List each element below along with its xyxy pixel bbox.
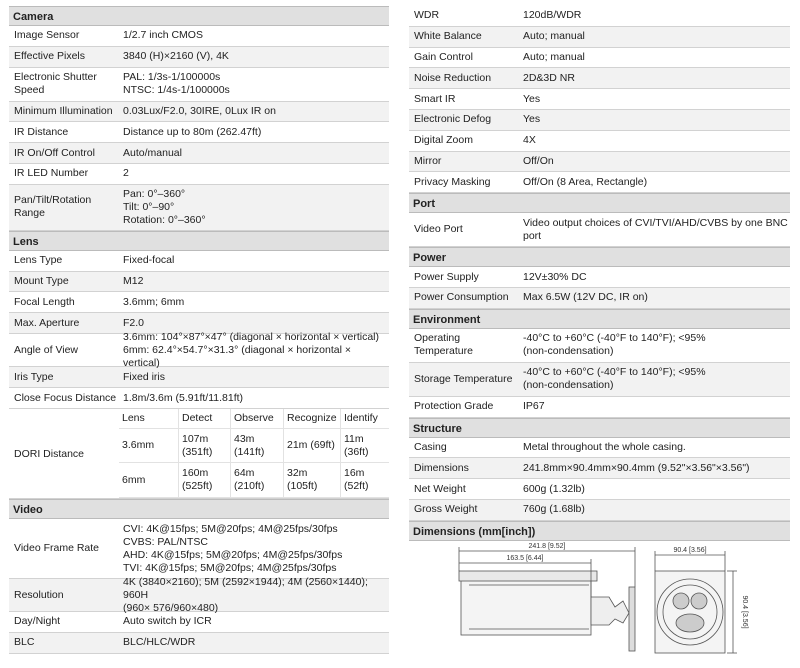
spec-value (519, 213, 790, 246)
spec-label: Day/Night (14, 615, 61, 628)
spec-row-angle-of-view (9, 330, 389, 369)
spec-row-video-port (409, 213, 790, 247)
spec-value-line: Auto/manual (123, 146, 182, 159)
spec-label: White Balance (414, 30, 482, 43)
spec-row-noise-reduction (409, 68, 790, 89)
spec-row-gain-control (409, 48, 790, 69)
camera-dimension-svg (409, 541, 790, 663)
spec-value-line: -40°C to +60°C (-40°F to 140°F); <95% (523, 332, 706, 345)
mount-bracket (591, 597, 629, 625)
spec-value (519, 172, 790, 192)
spec-value-line: Metal throughout the whole casing. (523, 440, 686, 453)
spec-value-line: (960× 576/960×480) (123, 601, 219, 614)
spec-value-line: Auto; manual (523, 50, 585, 63)
spec-value-line: Yes (523, 113, 541, 126)
spec-row-effective-pixels (9, 47, 389, 68)
spec-value (519, 329, 790, 362)
spec-row-white-balance (409, 27, 790, 48)
spec-label: Electronic Shutter Speed (14, 71, 97, 97)
spec-value (119, 272, 389, 292)
lens-rows (9, 251, 389, 409)
spec-value-line: 1/2.7 inch CMOS (123, 29, 203, 42)
dori-cell: 64m (210ft) (230, 463, 283, 498)
spec-value-line: 120dB/WDR (523, 9, 582, 22)
spec-value (119, 519, 389, 578)
spec-value-line: Max 6.5W (12V DC, IR on) (523, 291, 648, 304)
spec-row-gross-weight (409, 500, 790, 521)
spec-row-smart-ir (409, 89, 790, 110)
spec-value-line: NTSC: 1/4s-1/100000s (123, 84, 230, 97)
dori-header-cell: Identify (340, 409, 389, 429)
section-header-port: Port (409, 193, 790, 213)
spec-label: Angle of View (14, 343, 79, 356)
dori-cell: 160m (525ft) (178, 463, 230, 498)
spec-row-iris-type (9, 367, 389, 388)
spec-label: Resolution (14, 588, 64, 601)
spec-label: Operating Temperature (414, 332, 473, 358)
spec-value-line: 4X (523, 134, 536, 147)
spec-value-line: Tilt: 0°–90° (123, 200, 175, 213)
spec-row-day-night (9, 612, 389, 633)
ir-led-icon (691, 593, 707, 609)
spec-value (119, 251, 389, 271)
spec-value-line: 241.8mm×90.4mm×90.4mm (9.52"×3.56"×3.56") (523, 461, 750, 474)
spec-value (519, 288, 790, 308)
spec-label: Storage Temperature (414, 372, 513, 385)
spec-row-close-focus-distance (9, 388, 389, 409)
spec-label: Privacy Masking (414, 175, 491, 188)
spec-value-line: Yes (523, 92, 541, 105)
camera-rows (9, 26, 389, 231)
environment-rows (409, 329, 790, 418)
spec-row-operating-temperature (409, 329, 790, 363)
spec-value-line: 3840 (H)×2160 (V), 4K (123, 50, 229, 63)
spec-value-line: CVI: 4K@15fps; 5M@20fps; 4M@25fps/30fps (123, 522, 338, 535)
spec-row-blc (9, 633, 389, 654)
spec-value-line: TVI: 4K@15fps; 5M@20fps; 4M@25fps/30fps (123, 561, 337, 574)
section-header-environment: Environment (409, 309, 790, 329)
spec-row-ir-on-off-control (9, 143, 389, 164)
spec-row-dori-distance (9, 409, 389, 499)
spec-value-line: 3.6mm; 6mm (123, 295, 185, 308)
spec-value (519, 110, 790, 130)
section-header-lens: Lens (9, 231, 389, 251)
spec-value (119, 292, 389, 312)
spec-value-line: 600g (1.32lb) (523, 482, 585, 495)
dori-cell: 6mm (119, 463, 178, 498)
dimensions-drawing (409, 541, 790, 663)
spec-row-wdr (409, 6, 790, 27)
spec-label: Max. Aperture (14, 316, 80, 329)
spec-row-storage-temperature (409, 363, 790, 397)
spec-label: Electronic Defog (414, 113, 492, 126)
dori-cell: 107m (351ft) (178, 429, 230, 463)
spec-label: Smart IR (414, 92, 456, 105)
spec-value-line: F2.0 (123, 316, 145, 329)
spec-row-lens-type (9, 251, 389, 272)
section-header-camera: Camera (9, 6, 389, 26)
spec-label: Noise Reduction (414, 71, 492, 84)
spec-label: Mirror (414, 154, 442, 167)
spec-value-line: BLC/HLC/WDR (123, 636, 196, 649)
height-label: 90.4 [3.56] (741, 595, 748, 629)
spec-value (519, 397, 790, 417)
spec-row-ir-distance (9, 122, 389, 143)
spec-value (519, 458, 790, 478)
spec-row-privacy-masking (409, 172, 790, 193)
spec-label: Power Consumption (414, 291, 509, 304)
spec-label: BLC (14, 636, 35, 649)
spec-value (519, 479, 790, 499)
spec-value-line: IP67 (523, 400, 545, 413)
spec-label: Net Weight (414, 482, 466, 495)
spec-row-ir-led-number (9, 164, 389, 185)
spec-row-power-consumption (409, 288, 790, 309)
dori-cell: 43m (141ft) (230, 429, 283, 463)
spec-label: Minimum Illumination (14, 104, 113, 117)
spec-value (119, 367, 389, 387)
spec-value (119, 330, 389, 369)
dori-cell: 32m (105ft) (283, 463, 340, 498)
spec-label: Iris Type (14, 370, 54, 383)
spec-label: IR On/Off Control (14, 146, 95, 159)
sun-shield (459, 571, 597, 581)
section-header-power: Power (409, 247, 790, 267)
spec-value-line: 2 (123, 167, 129, 180)
spec-value (519, 27, 790, 47)
spec-value-line: 760g (1.68lb) (523, 503, 585, 516)
video-rows (9, 519, 389, 654)
spec-label: Gain Control (414, 50, 473, 63)
dori-header-cell: Detect (178, 409, 230, 429)
spec-label: Mount Type (14, 274, 69, 287)
spec-label: WDR (414, 9, 440, 22)
dori-header-cell: Lens (119, 409, 178, 429)
spec-row-digital-zoom (409, 131, 790, 152)
spec-label: Power Supply (414, 270, 479, 283)
spec-label: Protection Grade (414, 400, 494, 413)
spec-value-line: port (523, 229, 542, 242)
spec-row-dimensions (409, 458, 790, 479)
spec-value (119, 47, 389, 67)
spec-value (119, 102, 389, 122)
spec-value-line: 3.6mm: 104°×87°×47° (diagonal × horizontal × vertical) (123, 330, 379, 343)
section-header-structure: Structure (409, 418, 790, 438)
spec-label: Pan/Tilt/Rotation Range (14, 194, 92, 220)
total-length-label: 241.8 [9.52] (528, 542, 566, 550)
spec-label: IR LED Number (14, 167, 89, 180)
spec-row-casing (409, 438, 790, 459)
spec-label: Video Frame Rate (14, 542, 100, 555)
spec-value-line: Rotation: 0°–360° (123, 213, 206, 226)
ir-led-icon (673, 593, 689, 609)
spec-value-line: (non-condensation) (523, 345, 614, 358)
spec-value (519, 438, 790, 458)
spec-value-line: Auto; manual (523, 30, 585, 43)
spec-row-mirror (409, 152, 790, 173)
dori-table (119, 409, 389, 498)
spec-value-line: 0.03Lux/F2.0, 30IRE, 0Lux IR on (123, 104, 276, 117)
lens-icon (676, 614, 704, 632)
spec-value-line: 6mm: 62.4°×54.7°×31.3° (diagonal × horizontal × vertical) (123, 343, 351, 369)
spec-label: IR Distance (14, 125, 69, 138)
dori-cell: 21m (69ft) (283, 429, 340, 463)
spec-value (519, 152, 790, 172)
spec-row-power-supply (409, 267, 790, 288)
spec-value (519, 363, 790, 396)
spec-value-line: Distance up to 80m (262.47ft) (123, 125, 262, 138)
spec-value (519, 267, 790, 287)
spec-row-video-frame-rate (9, 519, 389, 579)
width-label: 90.4 [3.56] (673, 546, 707, 554)
spec-label: Digital Zoom (414, 134, 473, 147)
spec-label: DORI Distance (14, 447, 85, 460)
spec-value-line: CVBS: PAL/NTSC (123, 535, 208, 548)
spec-row-focal-length (9, 292, 389, 313)
spec-row-electronic-defog (409, 110, 790, 131)
spec-label: Video Port (414, 223, 463, 236)
spec-row-mount-type (9, 272, 389, 293)
video-cont-rows (409, 6, 790, 193)
spec-value-line: Fixed iris (123, 370, 166, 383)
spec-value (119, 185, 389, 230)
spec-value-line: (non-condensation) (523, 379, 614, 392)
spec-value (519, 48, 790, 68)
left-column (9, 6, 389, 654)
spec-value-line: 2D&3D NR (523, 71, 575, 84)
spec-row-image-sensor (9, 26, 389, 47)
body-length-label: 163.5 [6.44] (506, 554, 544, 562)
spec-label: Focal Length (14, 295, 75, 308)
spec-label: Casing (414, 440, 447, 453)
dori-header-cell: Observe (230, 409, 283, 429)
spec-value (119, 575, 389, 614)
power-rows (409, 267, 790, 309)
spec-row-electronic-shutter-speed (9, 68, 389, 102)
base-plate (629, 587, 635, 651)
spec-value (519, 68, 790, 88)
spec-value (519, 131, 790, 151)
camera-front-view (655, 571, 725, 653)
camera-body-side (461, 579, 591, 635)
spec-value-line: 1.8m/3.6m (5.91ft/11.81ft) (123, 391, 244, 404)
spec-value-line: Video output choices of CVI/TVI/AHD/CVBS by one BNC (523, 216, 788, 229)
spec-value-line: 4K (3840×2160); 5M (2592×1944); 4M (2560×1440); 960H (123, 575, 368, 601)
dori-header-cell: Recognize (283, 409, 340, 429)
spec-label: Image Sensor (14, 29, 80, 42)
spec-label: Effective Pixels (14, 50, 86, 63)
dori-cell: 11m (36ft) (340, 429, 389, 463)
spec-value-line: PAL: 1/3s-1/100000s (123, 71, 221, 84)
spec-value-line: 12V±30% DC (523, 270, 587, 283)
spec-value (119, 122, 389, 142)
spec-value (519, 6, 790, 26)
port-rows (409, 213, 790, 247)
spec-value (119, 143, 389, 163)
spec-value-line: M12 (123, 274, 144, 287)
spec-value-line: Auto switch by ICR (123, 615, 212, 628)
spec-row-net-weight (409, 479, 790, 500)
spec-value-line: Fixed-focal (123, 254, 175, 267)
spec-value (119, 388, 389, 408)
spec-value-line: -40°C to +60°C (-40°F to 140°F); <95% (523, 366, 706, 379)
spec-value-line: Off/On (523, 154, 554, 167)
section-header-dimensions-mm-inch: Dimensions (mm[inch]) (409, 521, 790, 541)
spec-value-line: AHD: 4K@15fps; 5M@20fps; 4M@25fps/30fps (123, 548, 343, 561)
dori-cell: 3.6mm (119, 429, 178, 463)
spec-value (119, 26, 389, 46)
spec-row-protection-grade (409, 397, 790, 418)
right-column (409, 6, 790, 663)
spec-label: Lens Type (14, 254, 63, 267)
spec-row-pan-tilt-rotation-range (9, 185, 389, 231)
spec-value (119, 633, 389, 653)
spec-value (119, 68, 389, 101)
spec-label: Close Focus Distance (14, 391, 117, 404)
structure-rows (409, 438, 790, 521)
spec-label: Dimensions (414, 461, 469, 474)
spec-value (119, 612, 389, 632)
spec-value (119, 164, 389, 184)
spec-row-resolution (9, 575, 389, 614)
spec-label: Gross Weight (414, 503, 478, 516)
spec-value-line: Pan: 0°–360° (123, 187, 186, 200)
spec-value (519, 500, 790, 520)
spec-value (519, 89, 790, 109)
section-header-video: Video (9, 499, 389, 519)
spec-row-minimum-illumination (9, 102, 389, 123)
dori-cell: 16m (52ft) (340, 463, 389, 498)
spec-value-line: Off/On (8 Area, Rectangle) (523, 175, 648, 188)
